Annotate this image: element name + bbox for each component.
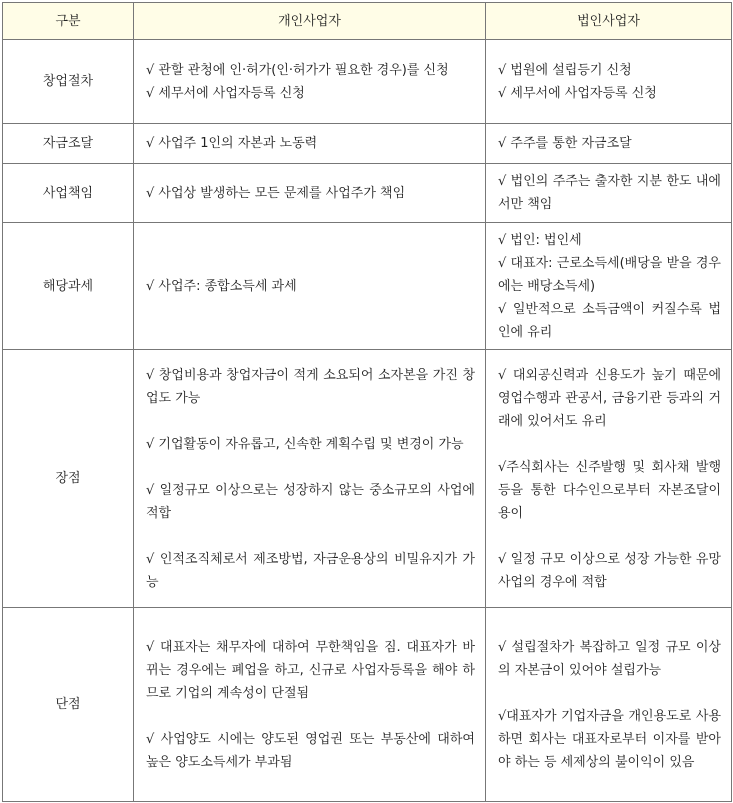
list-item: √ 사업양도 시에는 양도된 영업권 또는 부동산에 대하여 높은 양도소득세가 부과됨 — [146, 731, 475, 770]
list-item: √ 관할 관청에 인·허가(인·허가가 필요한 경우)를 신청 — [146, 62, 449, 78]
header-individual: 개인사업자 — [134, 3, 486, 40]
list-item: √ 법인의 주주는 출자한 지분 한도 내에서만 책임 — [498, 174, 721, 212]
row-funding — [3, 124, 732, 164]
list-item: √ 주주를 통한 자금조달 — [498, 136, 632, 151]
corporate-cell — [486, 40, 732, 124]
list-item: √주식회사는 신주발행 및 회사채 발행 등을 통한 다수인으로부터 자본조달이 용이 — [498, 459, 721, 521]
list-item: √ 사업주 1인의 자본과 노동력 — [146, 136, 318, 151]
list-item: √ 설립절차가 복잡하고 일정 규모 이상의 자본금이 있어야 설립가능 — [498, 639, 721, 678]
header-corporate: 법인사업자 — [486, 3, 732, 40]
list-item: √ 인적조직체로서 제조방법, 자금운용상의 비밀유지가 가능 — [146, 551, 475, 590]
row-taxation — [3, 223, 732, 350]
list-item: √ 일정 규모 이상으로 성장 가능한 유망사업의 경우에 적합 — [498, 551, 721, 590]
list-item: √ 대표자는 채무자에 대하여 무한책임을 짐. 대표자가 바뀌는 경우에는 폐업을 하고, 신규로 사업자등록을 해야 하므로 기업의 계속성이 단절됨 — [146, 639, 475, 701]
row-liability — [3, 164, 732, 223]
list-item: √ 일반적으로 소득금액이 커질수록 법인에 유리 — [498, 301, 721, 340]
row-label: 사업책임 — [3, 164, 134, 223]
list-item: √ 법인: 법인세 — [498, 232, 582, 248]
list-item: √대표자가 기업자금을 개인용도로 사용하면 회사는 대표자로부터 이자를 받아야 하는 등 세제상의 불이익이 있음 — [498, 708, 721, 770]
row-label: 자금조달 — [3, 124, 134, 164]
individual-cell — [134, 608, 486, 802]
corporate-cell — [486, 608, 732, 802]
row-advantages — [3, 350, 732, 608]
row-label: 창업절차 — [3, 40, 134, 124]
individual-cell — [134, 124, 486, 164]
individual-cell — [134, 350, 486, 608]
list-item: √ 세무서에 사업자등록 신청 — [146, 85, 305, 101]
list-item: √ 일정규모 이상으로는 성장하지 않는 중소규모의 사업에 적합 — [146, 482, 475, 521]
list-item: √ 대외공신력과 신용도가 높기 때문에 영업수행과 관공서, 금융기관 등과의 거래에 있어서도 유리 — [498, 367, 721, 429]
header-category: 구분 — [3, 3, 134, 40]
row-label: 해당과세 — [3, 223, 134, 350]
list-item: √ 법원에 설립등기 신청 — [498, 62, 632, 78]
row-label: 단점 — [3, 608, 134, 802]
list-item: √ 사업상 발생하는 모든 문제를 사업주가 책임 — [146, 185, 406, 201]
list-item: √ 기업활동이 자유롭고, 신속한 계획수립 및 변경이 가능 — [146, 436, 464, 452]
corporate-cell — [486, 350, 732, 608]
list-item: √ 대표자: 근로소득세(배당을 받을 경우에는 배당소득세) — [498, 255, 721, 294]
row-startup-procedure — [3, 40, 732, 124]
individual-cell — [134, 164, 486, 223]
individual-cell — [134, 40, 486, 124]
row-label: 장점 — [3, 350, 134, 608]
list-item: √ 세무서에 사업자등록 신청 — [498, 85, 657, 101]
comparison-table — [2, 2, 732, 802]
individual-cell — [134, 223, 486, 350]
corporate-cell — [486, 164, 732, 223]
corporate-cell — [486, 223, 732, 350]
row-disadvantages — [3, 608, 732, 802]
list-item: √ 사업주: 종합소득세 과세 — [146, 278, 297, 294]
list-item: √ 창업비용과 창업자금이 적게 소요되어 소자본을 가진 창업도 가능 — [146, 367, 475, 406]
corporate-cell — [486, 124, 732, 164]
header-row — [3, 3, 732, 40]
